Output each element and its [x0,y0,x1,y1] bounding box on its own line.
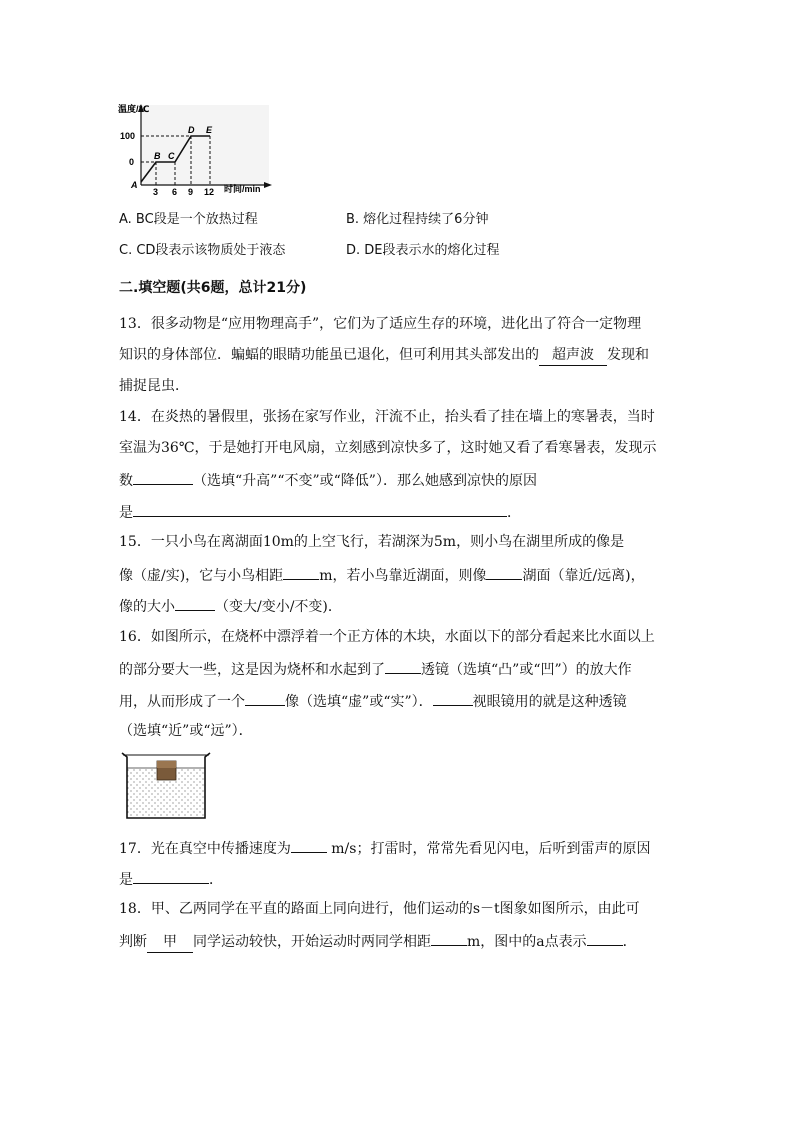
graph-background [141,105,269,185]
q18-answer: 甲 [147,932,193,953]
option-d: D. DE段表示水的熔化过程 [346,243,500,258]
y-tick-0: 0 [129,157,135,167]
q17-line-2: 是 ． [119,868,223,890]
y-tick-100: 100 [120,131,136,141]
wood-block-top [157,761,176,768]
option-a: A. BC段是一个放热过程 [119,212,258,227]
x-tick-12: 12 [204,187,215,195]
q14-blank-1[interactable] [133,469,193,485]
y-axis-label: 温度/℃ [118,104,150,114]
q15-line-1: 15．一只小鸟在离湖面10m的上空飞行，若湖深为5m，则小鸟在湖里所成的像是 [119,534,625,550]
x-tick-6: 6 [172,187,178,195]
q13-line-3: 捕捉昆虫． [119,378,189,394]
option-c: C. CD段表示该物质处于液态 [119,243,286,258]
q15-blank-1[interactable] [283,564,319,580]
q13-line-1: 13．很多动物是“应用物理高手”，它们为了适应生存的环境，进化出了符合一定物理 [119,316,642,332]
q16-blank-1[interactable] [385,658,421,674]
q18-blank-1[interactable] [431,930,467,946]
q15-blank-2[interactable] [486,564,522,580]
q16-line-3: 用，从而形成了一个 像（选填“虚”或“实”）． 视眼镜用的就是这种透镜 [119,690,627,712]
q13-line-2: 知识的身体部位．蝙蝠的眼睛功能虽已退化，但可利用其头部发出的 超声波 发现和 [119,345,649,366]
q15-line-3: 像的大小 （变大/变小/不变)． [119,595,342,617]
point-a: A [131,180,138,190]
q17-line-1: 17．光在真空中传播速度为 m/s；打雷时，常常先看见闪电，后听到雷声的原因 [119,837,650,859]
q17-blank-2[interactable] [133,868,209,884]
q14-line-1: 14．在炎热的暑假里，张扬在家写作业，汗流不止，抬头看了挂在墙上的寒暑表，当时 [119,409,655,425]
q16-blank-3[interactable] [433,690,473,706]
q17-blank-1[interactable] [291,837,327,853]
q14-line-3: 数 （选填“升高”“不变”或“降低”）．那么她感到凉快的原因 [119,469,537,491]
q18-line-2: 判断 甲 同学运动较快，开始运动时两同学相距 m，图中的a点表示 ． [119,930,637,953]
temperature-time-graph [118,100,278,195]
q14-blank-2[interactable] [133,501,507,517]
q15-line-2: 像（虚/实)，它与小鸟相距 m，若小鸟靠近湖面，则像 湖面（靠近/远离)， [119,564,645,586]
x-tick-3: 3 [153,187,159,195]
q14-line-4: 是 ． [119,501,521,523]
q13-answer: 超声波 [539,345,607,366]
beaker-illustration [120,750,212,822]
q15-blank-3[interactable] [175,595,215,611]
q16-line-4: （选填“近”或“远”）． [119,723,253,739]
q16-line-1: 16．如图所示，在烧杯中漂浮着一个正方体的木块，水面以下的部分看起来比水面以上 [119,629,655,645]
x-axis-label: 时间/min [224,184,261,194]
q14-line-2: 室温为36℃，于是她打开电风扇，立刻感到凉快多了，这时她又看了看寒暑表，发现示 [119,440,657,456]
q18-blank-2[interactable] [587,930,623,946]
point-b: B [154,151,161,161]
q16-blank-2[interactable] [245,690,285,706]
point-d: D [188,125,195,135]
option-b: B. 熔化过程持续了6分钟 [346,212,489,227]
point-c: C [168,151,175,161]
x-tick-9: 9 [188,187,194,195]
point-e: E [206,125,213,135]
section-title: 二.填空题(共6题，总计21分) [119,280,307,296]
q16-line-2: 的部分要大一些，这是因为烧杯和水起到了 透镜（选填“凸”或“凹”）的放大作 [119,658,632,680]
q18-line-1: 18．甲、乙两同学在平直的路面上同向进行，他们运动的s－t图象如图所示，由此可 [119,901,640,917]
